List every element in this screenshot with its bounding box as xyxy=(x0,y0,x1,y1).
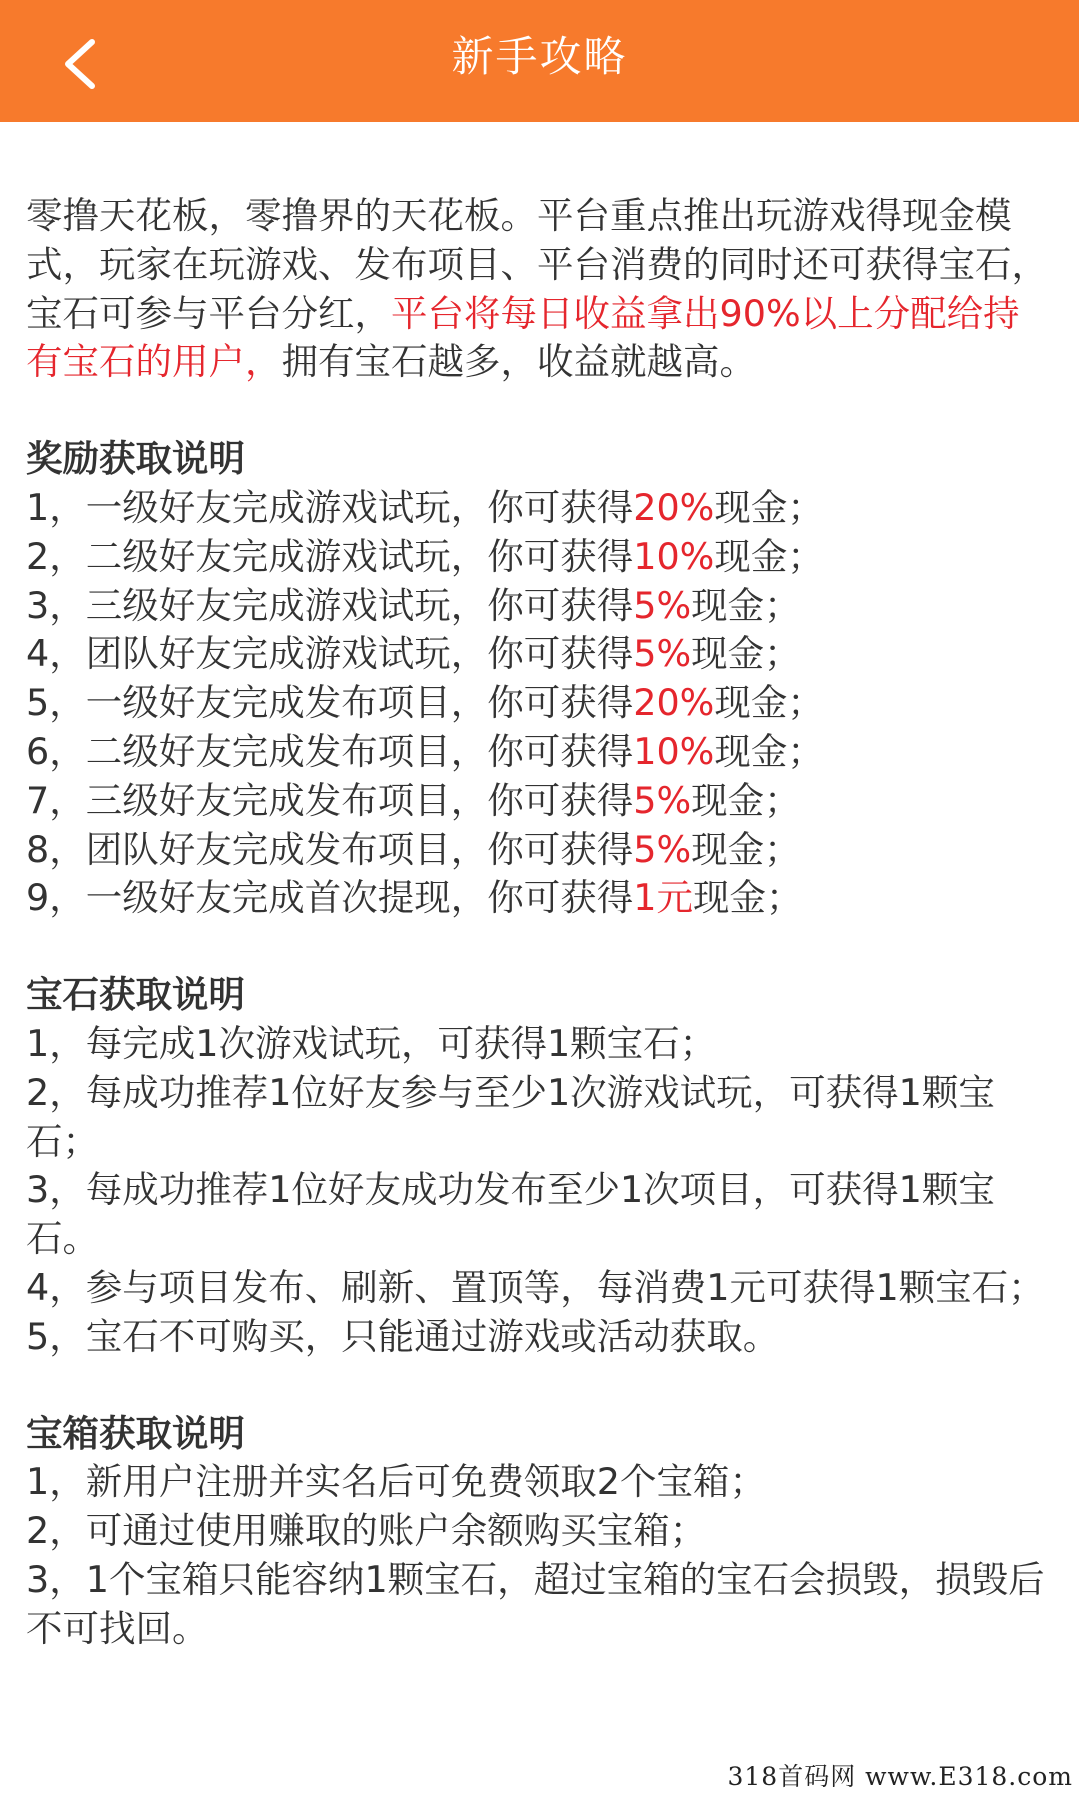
reward-suffix: 现金； xyxy=(714,485,824,529)
reward-value: 1元 xyxy=(633,876,693,920)
gem-item: 3，每成功推荐1位好友成功发布至少1次项目，可获得1颗宝石。 xyxy=(26,1168,995,1261)
intro-text: 零撸天花板，零撸界的天花板。平台重点推出玩游戏得现金模式，玩家在玩游戏、发布项目、平台消费的同时还可获得宝石，宝石可参与平台分红， xyxy=(26,194,1048,335)
reward-item xyxy=(26,582,1056,631)
gem-item: 5，宝石不可购买，只能通过游戏或活动获取。 xyxy=(26,1314,780,1358)
reward-item xyxy=(26,826,1056,875)
reward-text: 5，一级好友完成发布项目，你可获得 xyxy=(26,681,634,725)
reward-text: 7，三级好友完成发布项目，你可获得 xyxy=(26,778,634,822)
top-bar xyxy=(0,0,1079,122)
reward-suffix: 现金； xyxy=(691,778,801,822)
intro-paragraph xyxy=(26,192,1056,387)
intro-text-end: 拥有宝石越多，收益就越高。 xyxy=(281,340,756,384)
reward-value: 20% xyxy=(633,681,715,725)
reward-suffix: 现金； xyxy=(714,729,824,773)
reward-text: 1，一级好友完成游戏试玩，你可获得 xyxy=(26,485,634,529)
reward-item xyxy=(26,874,1056,923)
reward-suffix: 现金； xyxy=(714,681,824,725)
reward-value: 5% xyxy=(633,632,692,676)
reward-value: 5% xyxy=(633,778,692,822)
reward-suffix: 现金； xyxy=(691,583,801,627)
reward-item xyxy=(26,679,1056,728)
gem-item: 4，参与项目发布、刷新、置顶等，每消费1元可获得1颗宝石； xyxy=(26,1265,1045,1309)
box-list xyxy=(26,1458,1056,1653)
reward-item xyxy=(26,728,1056,777)
reward-list xyxy=(26,484,1056,923)
reward-suffix: 现金； xyxy=(691,632,801,676)
reward-value: 5% xyxy=(633,583,692,627)
gem-list xyxy=(26,1020,1056,1362)
reward-text: 2，二级好友完成游戏试玩，你可获得 xyxy=(26,534,634,578)
reward-item xyxy=(26,484,1056,533)
reward-item xyxy=(26,533,1056,582)
page-title: 新手攻略 xyxy=(451,32,628,81)
box-item: 3，1个宝箱只能容纳1颗宝石，超过宝箱的宝石会损毁，损毁后不可找回。 xyxy=(26,1557,1045,1650)
box-item: 2，可通过使用赚取的账户余额购买宝箱； xyxy=(26,1509,707,1553)
reward-suffix: 现金； xyxy=(691,827,801,871)
reward-text: 8，团队好友完成发布项目，你可获得 xyxy=(26,827,634,871)
gem-item: 1，每完成1次游戏试玩，可获得1颗宝石； xyxy=(26,1021,717,1065)
reward-text: 6，二级好友完成发布项目，你可获得 xyxy=(26,729,634,773)
reward-text: 3，三级好友完成游戏试玩，你可获得 xyxy=(26,583,634,627)
reward-item xyxy=(26,777,1056,826)
box-item: 1，新用户注册并实名后可免费领取2个宝箱； xyxy=(26,1460,766,1504)
reward-value: 10% xyxy=(633,729,715,773)
intro-highlight: 平台将每日收益拿出90%以上分配给持有宝石的用户， xyxy=(26,291,1020,384)
watermark-text: 318首码网 www.E318.com xyxy=(727,1762,1073,1791)
box-section-title: 宝箱获取说明 xyxy=(26,1411,245,1455)
reward-item xyxy=(26,630,1056,679)
reward-section-title: 奖励获取说明 xyxy=(26,437,245,481)
reward-text: 4，团队好友完成游戏试玩，你可获得 xyxy=(26,632,634,676)
reward-suffix: 现金； xyxy=(714,534,824,578)
reward-value: 10% xyxy=(633,534,715,578)
guide-content xyxy=(26,192,1056,1654)
reward-value: 5% xyxy=(633,827,692,871)
reward-text: 9，一级好友完成首次提现，你可获得 xyxy=(26,876,634,920)
gem-section-title: 宝石获取说明 xyxy=(26,973,245,1017)
reward-suffix: 现金； xyxy=(692,876,803,920)
reward-value: 20% xyxy=(633,485,715,529)
gem-item: 2，每成功推荐1位好友参与至少1次游戏试玩，可获得1颗宝石； xyxy=(26,1070,995,1163)
